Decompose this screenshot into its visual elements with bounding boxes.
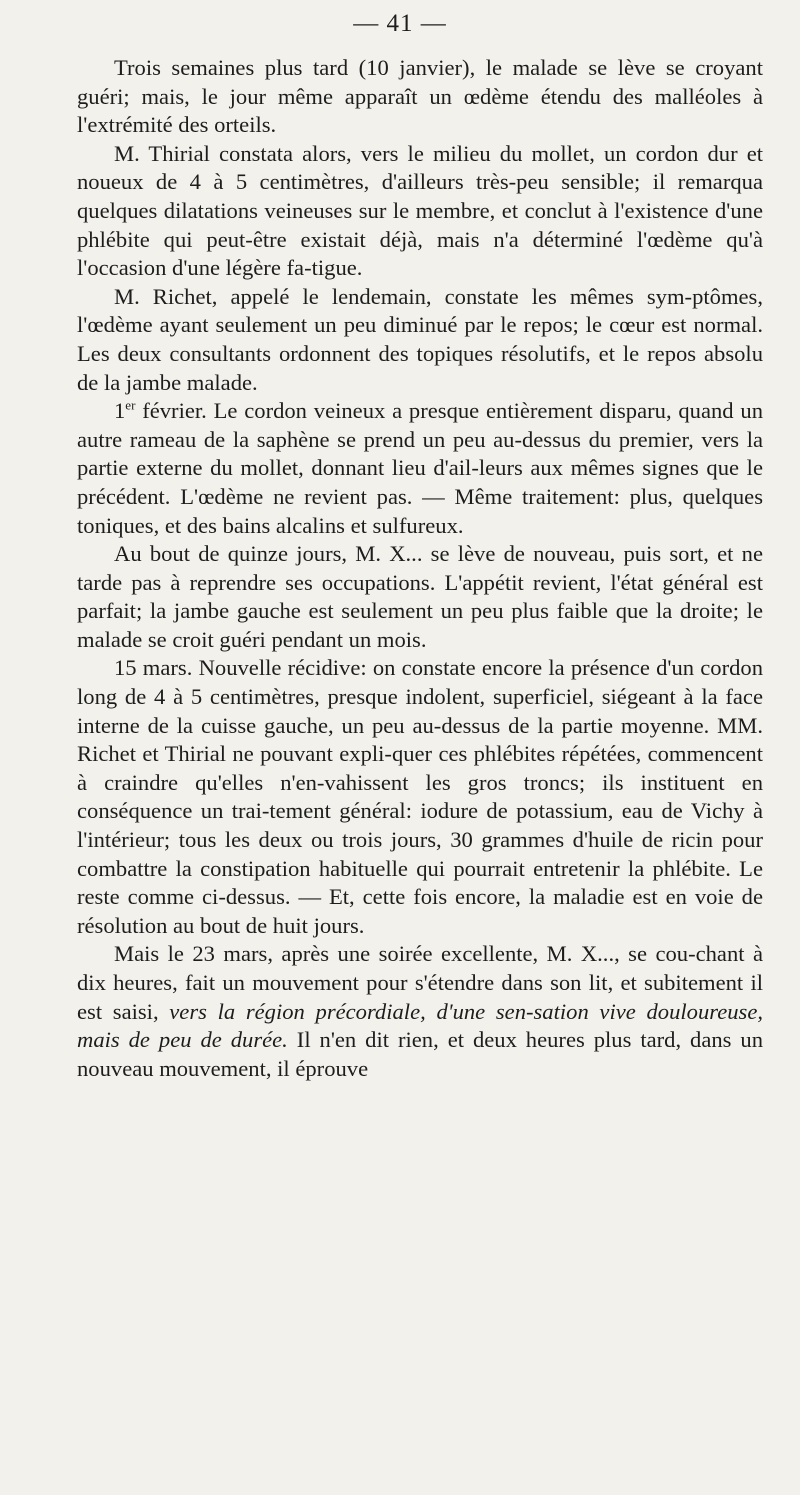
paragraph-6: 15 mars. Nouvelle récidive: on constate encore la présence d'un cordon long de 4 à 5 centimètres, presque indolent, superficiel, siégeant à la face interne de la cuisse gauche, un peu au-dessus de la partie moyenne. MM. Richet et Thirial ne pouvant expli-quer ces phlébites répétées, commencent à craindre qu'elles n'en-vahissent les gros troncs; ils instituent en conséquence un trai-tement général: iodure de potassium, eau de Vichy à l'intérieur; tous les deux ou trois jours, 30 grammes d'huile de ricin pour combattre la constipation habituelle qui pourrait entretenir la phlébite. Le reste comme ci-dessus. — Et, cette fois encore, la maladie est en voie de résolution au bout de huit jours. bbox=[77, 655, 763, 938]
paragraph-7: Mais le 23 mars, après une soirée excellente, M. X..., se cou-chant à dix heures, fait un mouvement pour s'étendre dans son lit, et subitement il est saisi, vers la région précordiale, d'une sen-sation vive douloureuse, mais de peu de durée. Il n'en dit rien, et deux heures plus tard, dans un nouveau mouvement, il éprouve bbox=[77, 941, 764, 1081]
paragraph-2: M. Thirial constata alors, vers le milieu du mollet, un cordon dur et noueux de 4 à 5 centimètres, d'ailleurs très-peu sensible; il remarqua quelques dilatations veineuses sur le membre, et conclut à l'existence d'une phlébite qui peut-être existait déjà, mais n'a déterminé l'œdème qu'à l'occasion d'une légère fa-tigue. bbox=[77, 140, 763, 281]
page-number: — 41 — bbox=[353, 10, 447, 37]
italic-passage: vers la région précordiale, d'une sen-sation vive douloureuse, mais de peu de durée. bbox=[77, 998, 763, 1053]
paragraph-3: M. Richet, appelé le lendemain, constate les mêmes sym-ptômes, l'œdème ayant seulement un peu diminué par le repos; le cœur est normal. Les deux consultants ordonnent des topiques résolutifs, et le repos absolu de la jambe malade. bbox=[77, 283, 763, 395]
paragraph-4: 1er février. Le cordon veineux a presque entièrement disparu, quand un autre rameau de la saphène se prend un peu au-dessus du premier, vers la partie externe du mollet, donnant lieu d'ail-leurs aux mêmes signes que le précédent. L'œdème ne revient pas. — Même traitement: plus, quelques toniques, et des bains alcalins et sulfureux. bbox=[77, 397, 763, 538]
paragraph-5: Au bout de quinze jours, M. X... se lève de nouveau, puis sort, et ne tarde pas à reprendre ses occupations. L'appétit revient, l'état général est parfait; la jambe gauche est seulement un peu plus faible que la droite; le malade se croit guéri pendant un mois. bbox=[77, 541, 763, 652]
paragraph-1: Trois semaines plus tard (10 janvier), le malade se lève se croyant guéri; mais, le jour même apparaît un œdème étendu des malléoles à l'extrémité des orteils. bbox=[77, 55, 763, 138]
text-body bbox=[77, 54, 763, 1083]
